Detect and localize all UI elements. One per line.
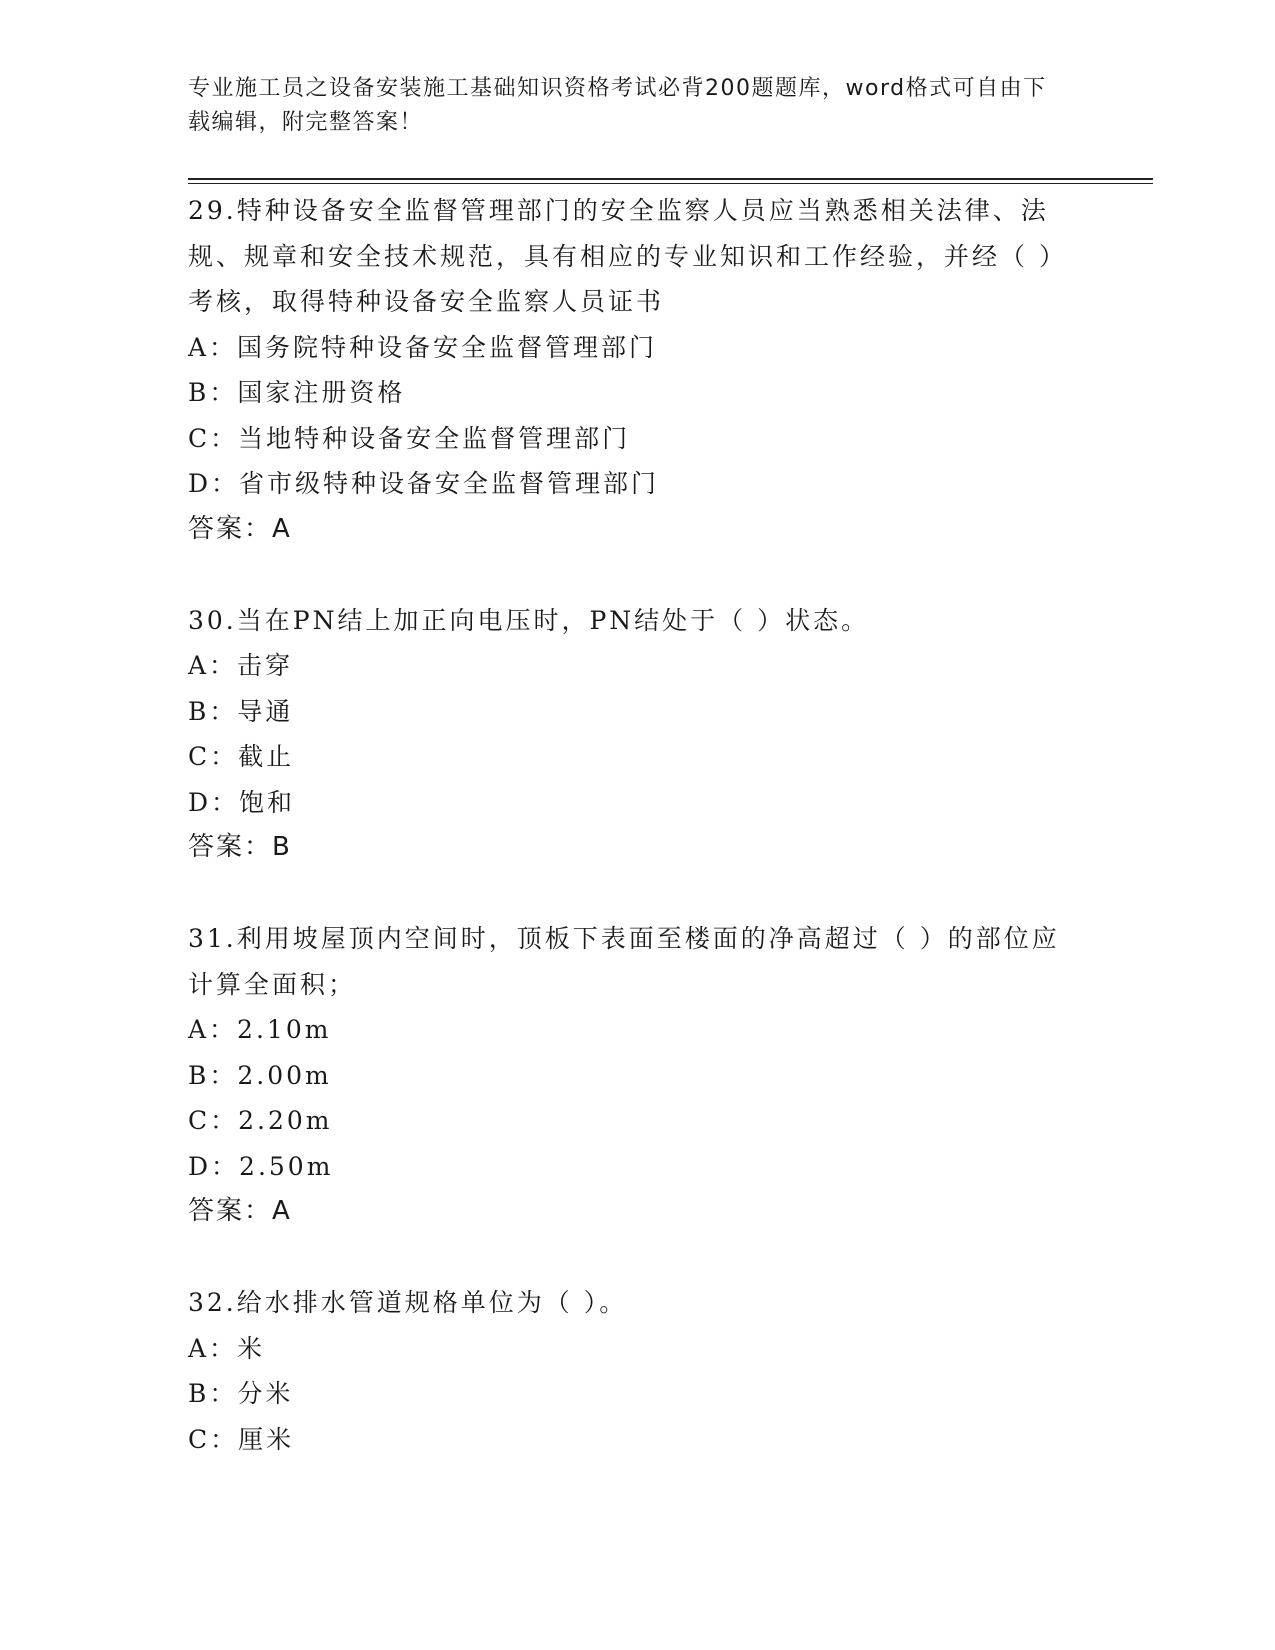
question-text: 30.当在PN结上加正向电压时，PN结处于（ ）状态。 xyxy=(188,605,870,635)
option-b: B：导通 xyxy=(188,696,294,726)
question-32 xyxy=(188,1280,1078,1462)
question-29 xyxy=(188,188,1078,598)
option-c: C：厘米 xyxy=(188,1424,295,1454)
question-30 xyxy=(188,598,1078,917)
question-list xyxy=(188,188,1078,1462)
option-a: A：击穿 xyxy=(188,651,294,680)
option-a: A：米 xyxy=(188,1333,266,1363)
option-d: D：省市级特种设备安全监督管理部门 xyxy=(188,469,660,498)
answer: 答案：A xyxy=(188,1196,292,1226)
option-d: D：2.50m xyxy=(188,1151,334,1181)
question-text: 31.利用坡屋顶内空间时，顶板下表面至楼面的净高超过（ ）的部位应计算全面积； xyxy=(188,924,1060,999)
option-c: C：当地特种设备安全监督管理部门 xyxy=(188,423,631,453)
spacer xyxy=(188,1235,1078,1281)
option-d: D：饱和 xyxy=(188,787,296,817)
option-b: B：分米 xyxy=(188,1379,294,1408)
option-a: A：国务院特种设备安全监督管理部门 xyxy=(188,332,658,362)
option-b: B：2.00m xyxy=(188,1060,332,1090)
option-c: C：2.20m xyxy=(188,1106,333,1135)
option-c: C：截止 xyxy=(188,742,295,771)
header-divider-thick xyxy=(188,178,1153,180)
option-a: A：2.10m xyxy=(188,1015,332,1044)
answer: 答案：A xyxy=(188,513,292,544)
question-text: 32.给水排水管道规格单位为（ ）。 xyxy=(188,1288,628,1317)
question-text: 29.特种设备安全监督管理部门的安全监察人员应当熟悉相关法律、法规、规章和安全技术规范，具有相应的专业知识和工作经验，并经（ ）考核，取得特种设备安全监察人员证书 xyxy=(188,196,1067,316)
header-divider-thin xyxy=(188,183,1153,184)
answer: 答案：B xyxy=(188,832,292,862)
spacer xyxy=(188,552,1078,598)
document-header: 专业施工员之设备安装施工基础知识资格考试必背200题题库，word格式可自由下载编辑，附完整答案！ xyxy=(188,76,1047,135)
question-31 xyxy=(188,916,1078,1280)
option-b: B：国家注册资格 xyxy=(188,378,406,407)
spacer xyxy=(188,871,1078,917)
